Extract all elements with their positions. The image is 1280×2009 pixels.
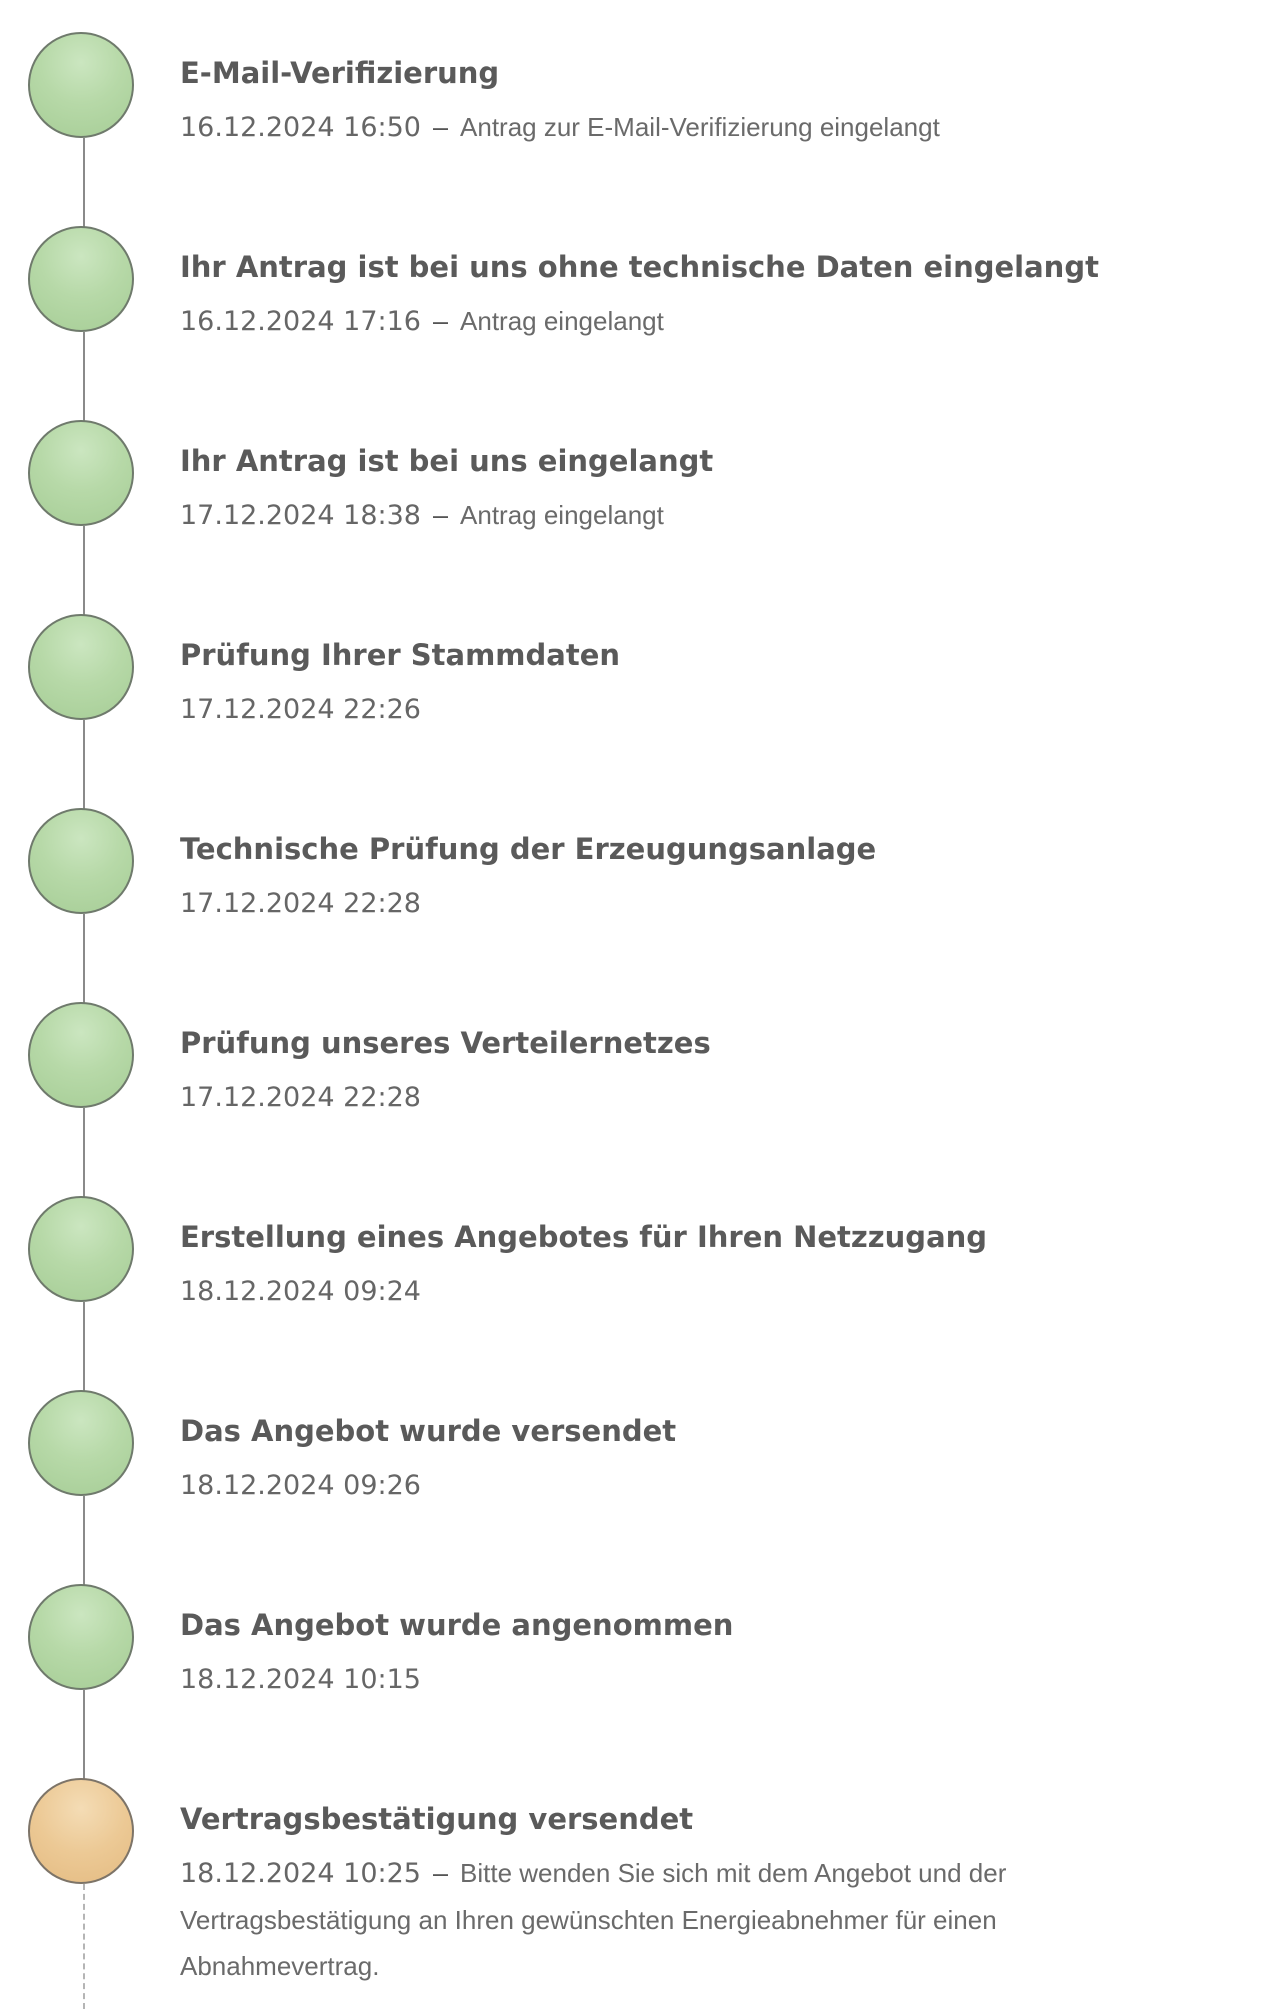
step-date: 16.12.2024 17:16 [180, 306, 421, 337]
step-meta [180, 686, 1100, 733]
step-title: Prüfung Ihrer Stammdaten [180, 638, 621, 672]
step-date: 17.12.2024 22:26 [180, 694, 421, 725]
step-title: E-Mail-Verifizierung [180, 56, 500, 90]
step-date: 18.12.2024 10:25 [180, 1858, 421, 1889]
step-meta [180, 492, 1100, 539]
status-done-circle [28, 1584, 134, 1690]
step-title: Prüfung unseres Verteilernetzes [180, 1026, 711, 1060]
step-title: Technische Prüfung der Erzeugungsanlage [180, 832, 877, 866]
status-done-circle [28, 32, 134, 138]
step-separator: – [432, 112, 449, 142]
step-meta [180, 1462, 1100, 1509]
step-separator: – [432, 500, 449, 530]
step-meta [180, 1850, 1100, 1989]
step-description: Antrag zur E-Mail-Verifizierung eingelangt [460, 112, 940, 142]
timeline-step-current [0, 1778, 1280, 2009]
timeline-step [0, 1196, 1280, 1346]
timeline-step [0, 808, 1280, 958]
timeline-step [0, 1584, 1280, 1734]
timeline-step [0, 1390, 1280, 1540]
step-date: 17.12.2024 22:28 [180, 1082, 421, 1113]
status-done-circle [28, 614, 134, 720]
timeline-step [0, 614, 1280, 764]
step-meta [180, 1656, 1100, 1703]
step-meta [180, 880, 1100, 927]
step-separator: – [432, 1858, 449, 1888]
step-date: 18.12.2024 09:24 [180, 1276, 421, 1307]
step-date: 18.12.2024 09:26 [180, 1470, 421, 1501]
step-title: Das Angebot wurde angenommen [180, 1608, 734, 1642]
step-meta [180, 1074, 1100, 1121]
step-date: 16.12.2024 16:50 [180, 112, 421, 143]
step-title: Das Angebot wurde versendet [180, 1414, 677, 1448]
step-title: Ihr Antrag ist bei uns eingelangt [180, 444, 714, 478]
step-date: 18.12.2024 10:15 [180, 1664, 421, 1695]
status-done-circle [28, 226, 134, 332]
status-done-circle [28, 1390, 134, 1496]
step-date: 17.12.2024 18:38 [180, 500, 421, 531]
step-description: Bitte wenden Sie sich mit dem Angebot und der Vertragsbestätigung an Ihren gewünschten Energieabnehmer für einen Abnahmevertrag. [180, 1858, 1007, 1981]
timeline-step [0, 32, 1280, 182]
step-date: 17.12.2024 22:28 [180, 888, 421, 919]
step-description: Antrag eingelangt [460, 500, 664, 530]
step-separator: – [432, 306, 449, 336]
step-description: Antrag eingelangt [460, 306, 664, 336]
timeline-step [0, 420, 1280, 570]
status-done-circle [28, 808, 134, 914]
step-meta [180, 104, 1100, 151]
step-meta [180, 298, 1100, 345]
status-done-circle [28, 420, 134, 526]
status-done-circle [28, 1196, 134, 1302]
step-title: Erstellung eines Angebotes für Ihren Netzzugang [180, 1220, 988, 1254]
step-meta [180, 1268, 1100, 1315]
step-title: Ihr Antrag ist bei uns ohne technische Daten eingelangt [180, 250, 1099, 284]
timeline-step [0, 226, 1280, 376]
timeline-step [0, 1002, 1280, 1152]
status-pending-circle [28, 1778, 134, 1884]
status-done-circle [28, 1002, 134, 1108]
step-title: Vertragsbestätigung versendet [180, 1802, 694, 1836]
